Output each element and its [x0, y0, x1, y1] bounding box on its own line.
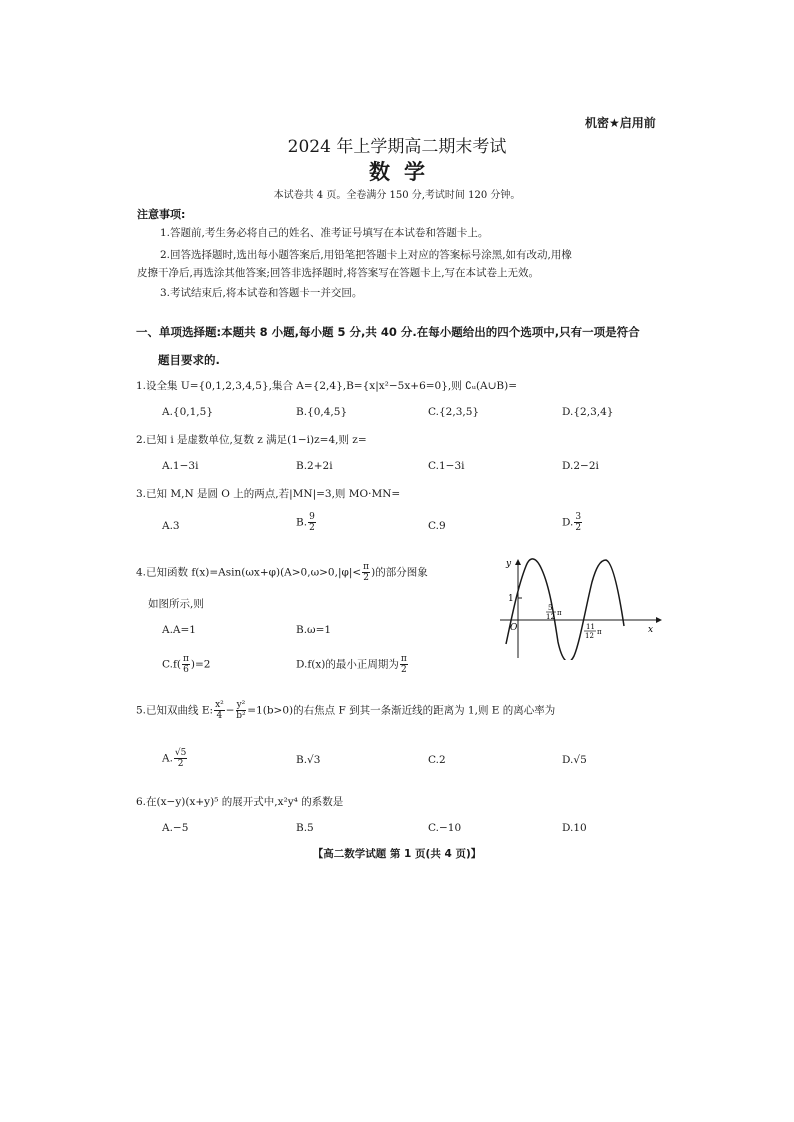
q1-option-a: A.{0,1,5}: [162, 406, 213, 418]
exam-info: 本试卷共 4 页。全卷满分 150 分,考试时间 120 分钟。: [273, 190, 521, 201]
q5-option-c: C.2: [428, 754, 446, 766]
q4-option-c: C.f( $\frac{\pi}{6}$ )=2: [162, 654, 211, 675]
q2-option-d: D.2−2i: [562, 460, 599, 472]
question-4-stem: 4.已知函数 f(x)=Asin(ωx+φ)(A>0,ω>0,|φ|< $\frac{\pi}{2}$ )的部分图象: [136, 562, 428, 583]
q6-option-d: D.10: [562, 822, 587, 834]
x-mark-1-suffix: π: [557, 609, 562, 617]
q1-option-d: D.{2,3,4}: [562, 406, 614, 418]
q3-option-c: C.9: [428, 520, 446, 532]
exam-title: 2024 年上学期高二期末考试: [287, 137, 507, 157]
question-3-stem: 3.已知 M,N 是圆 O 上的两点,若|MN|=3,则 MO·MN=: [136, 488, 401, 500]
q3-option-d-fraction: $\frac{3}{2}$: [575, 512, 582, 533]
y-axis-label: y: [506, 559, 512, 569]
question-4-stem-line2: 如图所示,则: [148, 598, 204, 610]
q5-option-d: D.√5: [562, 754, 587, 766]
q3-option-d: D. $\frac{3}{2}$: [562, 512, 582, 533]
q4-stem-fraction: $\frac{\pi}{2}$: [363, 562, 370, 583]
q3-option-a: A.3: [162, 520, 180, 532]
q2-option-a: A.1−3i: [162, 460, 199, 472]
x-axis-label: x: [648, 625, 654, 635]
x-mark-2-den: 12: [585, 632, 594, 640]
origin-label: O: [510, 623, 518, 633]
q4-option-b: B.ω=1: [296, 624, 332, 636]
q2-option-b: B.2+2i: [296, 460, 333, 472]
q4-option-a: A.A=1: [162, 624, 196, 636]
q6-option-a: A.−5: [162, 822, 189, 834]
q5-option-b: B.√3: [296, 754, 321, 766]
x-mark-2-num: 11: [586, 623, 595, 631]
x-mark-1-den: 12: [546, 613, 555, 621]
confidential-label: 机密★启用前: [585, 116, 656, 130]
notice-item-1: 1.答题前,考生务必将自己的姓名、准考证号填写在本试卷和答题卡上。: [160, 227, 489, 239]
q5-option-a: A. $\frac{√5}{2}$: [162, 748, 187, 769]
notice-heading: 注意事项:: [137, 208, 186, 221]
q4-option-d: D.f(x)的最小正周期为 $\frac{\pi}{2}$: [296, 654, 407, 675]
notice-item-3: 3.考试结束后,将本试卷和答题卡一并交回。: [160, 287, 363, 299]
notice-item-2: 2.回答选择题时,选出每小题答案后,用铅笔把答题卡上对应的答案标号涂黑,如有改动,用橡: [160, 249, 572, 261]
question-6-stem: 6.在(x−y)(x+y)⁵ 的展开式中,x²y⁴ 的系数是: [136, 796, 344, 808]
page-footer: 【高二数学试题 第 1 页(共 4 页)】: [312, 848, 482, 860]
question-5-stem: 5.已知双曲线 E: $\frac{\text{x²}}{4}$ − $\frac{\text{y²}}{\text{b²}}$ =1(b>0)的右焦点 F 到其一条渐近线的距离为 1,则 E 的离心率为: [136, 700, 556, 721]
x-mark-2-suffix: π: [597, 628, 602, 636]
subject-title: 数学: [369, 159, 439, 184]
q3-option-b: B. $\frac{9}{2}$: [296, 512, 315, 533]
q6-option-b: B.5: [296, 822, 314, 834]
x-axis-arrow: [656, 617, 662, 623]
q3-option-b-fraction: $\frac{9}{2}$: [309, 512, 315, 533]
y-tick-label: 1: [508, 594, 514, 604]
q6-option-c: C.−10: [428, 822, 462, 834]
y-axis-arrow: [515, 559, 521, 565]
notice-item-2-cont: 皮擦干净后,再选涂其他答案;回答非选择题时,将答案写在答题卡上,写在本试卷上无效。: [137, 267, 540, 279]
section-heading-line2: 题目要求的.: [158, 353, 220, 367]
q1-option-c: C.{2,3,5}: [428, 406, 480, 418]
sine-curve: [506, 559, 624, 660]
q1-option-b: B.{0,4,5}: [296, 406, 348, 418]
question-1-stem: 1.设全集 U={0,1,2,3,4,5},集合 A={2,4},B={x|x²−5x+6=0},则 ∁ᵤ(A∪B)=: [136, 380, 518, 392]
section-heading-line1: 一、单项选择题:本题共 8 小题,每小题 5 分,共 40 分.在每小题给出的四个选项中,只有一项是符合: [136, 325, 640, 339]
question-2-stem: 2.已知 i 是虚数单位,复数 z 满足(1−i)z=4,则 z=: [136, 434, 367, 446]
x-mark-1-num: 5: [548, 604, 553, 612]
q4-sine-graph: [496, 556, 662, 660]
q2-option-c: C.1−3i: [428, 460, 465, 472]
